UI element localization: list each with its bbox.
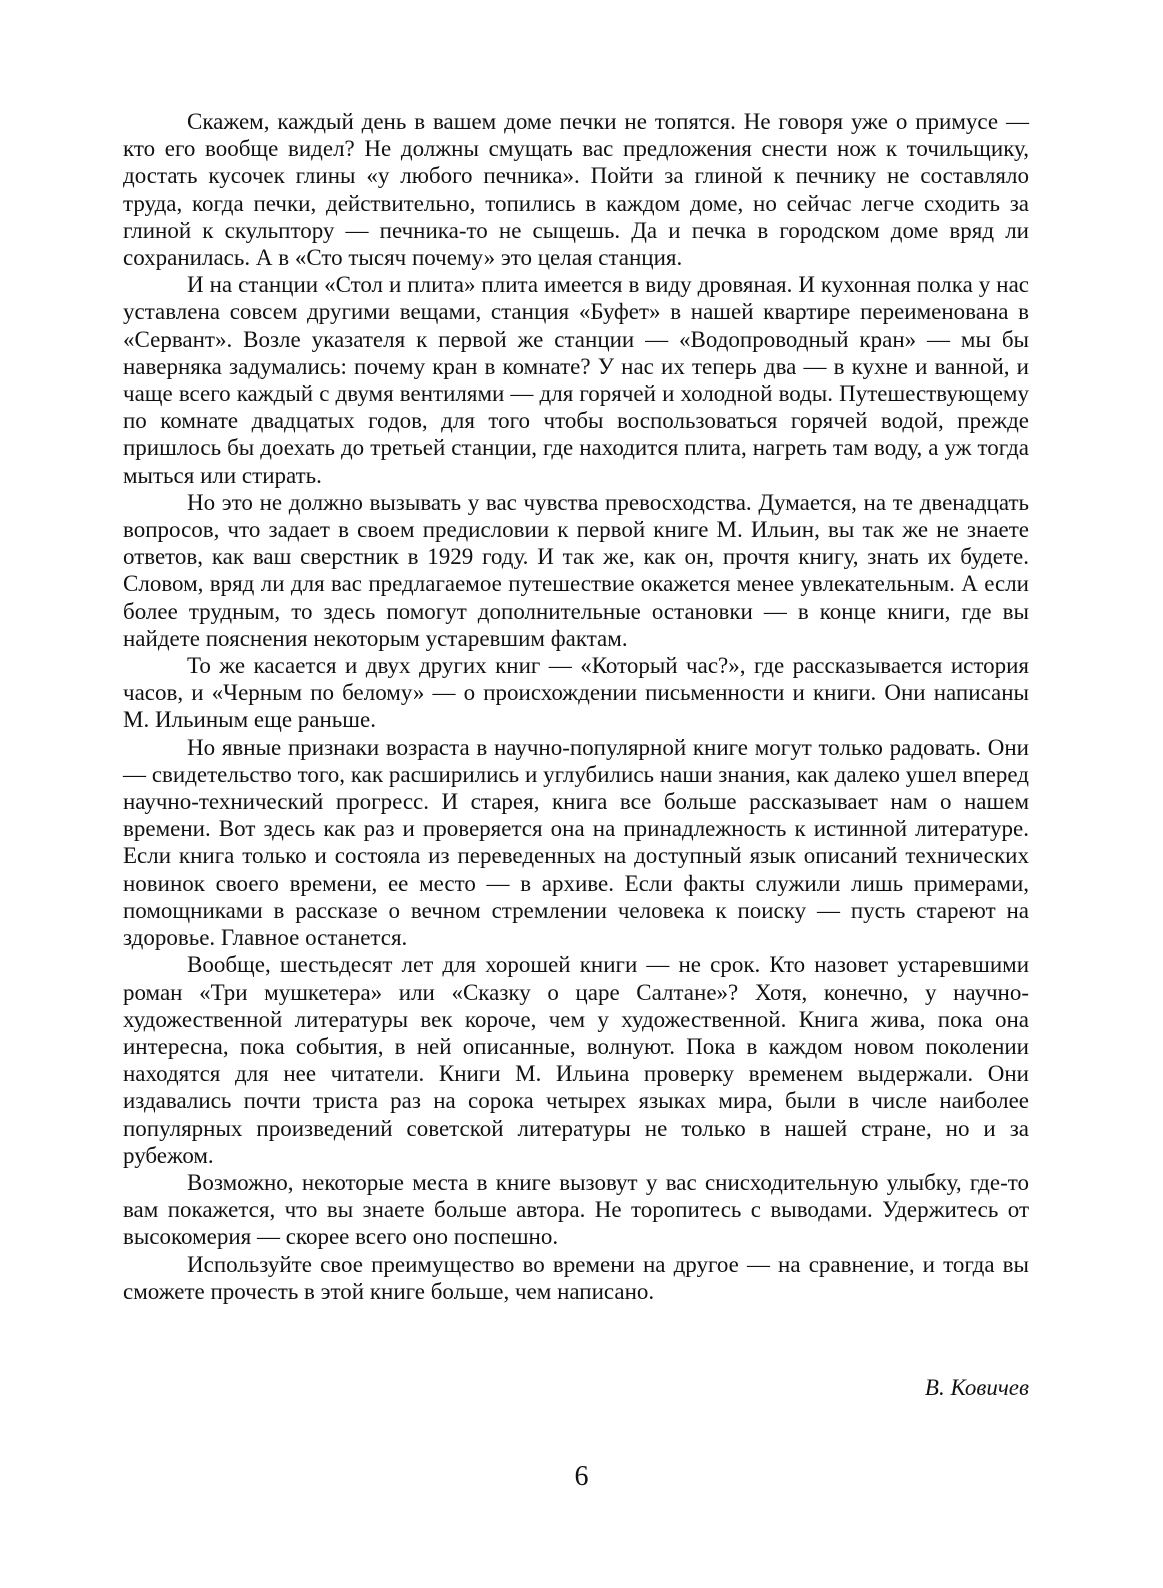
paragraph-3: Но это не должно вызывать у вас чувства превосходства. Думается, на те двенадцать вопросов, что задает в своем предисловии к первой книге М. Ильин, вы так же не знаете ответов, как ваш сверстник в 1929 году. И так же, как он, прочтя книгу, знать их будете. Словом, вряд ли для вас предлагаемое путешествие окажется менее увлекательным. А если более трудным, то здесь помогут дополнительные остановки — в конце книги, где вы найдете пояснения некоторым устаревшим фактам. — [123, 489, 1029, 651]
paragraph-8: Используйте свое преимущество во времени на другое — на сравнение, и тогда вы сможете прочесть в этой книге больше, чем написано. — [123, 1251, 1029, 1304]
paragraph-4: То же касается и двух других книг — «Который час?», где рассказывается история часов, и «Черным по белому» — о происхождении письменности и книги. Они написаны М. Ильиным еще раньше. — [123, 653, 1029, 733]
paragraph-6: Вообще, шестьдесят лет для хорошей книги — не срок. Кто назовет устаревшими роман «Три мушкетера» или «Сказку о царе Салтане»? Хотя, конечно, у научно-художественной литературы век короче, чем у художественной. Книга жива, пока она интересна, пока события, в ней описанные, волнуют. Пока в каждом новом поколении находятся для нее читатели. Книги М. Ильина проверку временем выдержали. Они издавались почти триста раз на сорока четырех языках мира, были в числе наиболее популярных произведений советской литературы не только в нашей стране, но и за рубежом. — [123, 952, 1029, 1168]
paragraph-5: Но явные признаки возраста в научно-популярной книге могут только радовать. Они — свидетельство того, как расширились и углубились наши знания, как далеко ушел вперед научно-технический прогресс. И старея, книга все больше рассказывает нам о нашем времени. Вот здесь как раз и проверяется она на принадлежность к истинной литературе. Если книга только и состояла из переведенных на доступный язык описаний технических новинок своего времени, ее место — в архиве. Если факты служили лишь примерами, помощниками в рассказе о вечном стремлении человека к поиску — пусть стареют на здоровье. Главное останется. — [123, 734, 1029, 951]
page-number: 6 — [574, 1461, 589, 1492]
page-body — [123, 108, 1029, 1305]
paragraph-7: Возможно, некоторые места в книге вызовут у вас снисходительную улыбку, где-то вам покажется, что вы знаете больше автора. Не торопитесь с выводами. Удержитесь от высокомерия — скорее всего оно поспешно. — [123, 1169, 1029, 1250]
paragraph-2: И на станции «Стол и плита» плита имеется в виду дровяная. И кухонная полка у нас уставлена совсем другими вещами, станция «Буфет» в нашей квартире переименована в «Сервант». Возле указателя к первой же станции — «Водопроводный кран» — мы бы наверняка задумались: почему кран в комнате? У нас их теперь два — в кухне и ванной, и чаще всего каждый с двумя вентилями — для горячей и холодной воды. Путешествующему по комнате двадцатых годов, для того чтобы воспользоваться горячей водой, прежде пришлось бы доехать до третьей станции, где находится плита, нагреть там воду, а уж тогда мыться или стирать. — [123, 272, 1029, 488]
paragraph-1: Скажем, каждый день в вашем доме печки не топятся. Не говоря уже о примусе — кто его вообще видел? Не должны смущать вас предложения снести нож к точильщику, достать кусочек глины «у любого печника». Пойти за глиной к печнику не составляло труда, когда печки, действительно, топились в каждом доме, но сейчас легче сходить за глиной к скульптору — печника-то не сыщешь. Да и печка в городском доме вряд ли сохранилась. А в «Сто тысяч почему» это целая станция. — [123, 109, 1029, 271]
author-signature: В. Ковичев — [924, 1375, 1029, 1400]
